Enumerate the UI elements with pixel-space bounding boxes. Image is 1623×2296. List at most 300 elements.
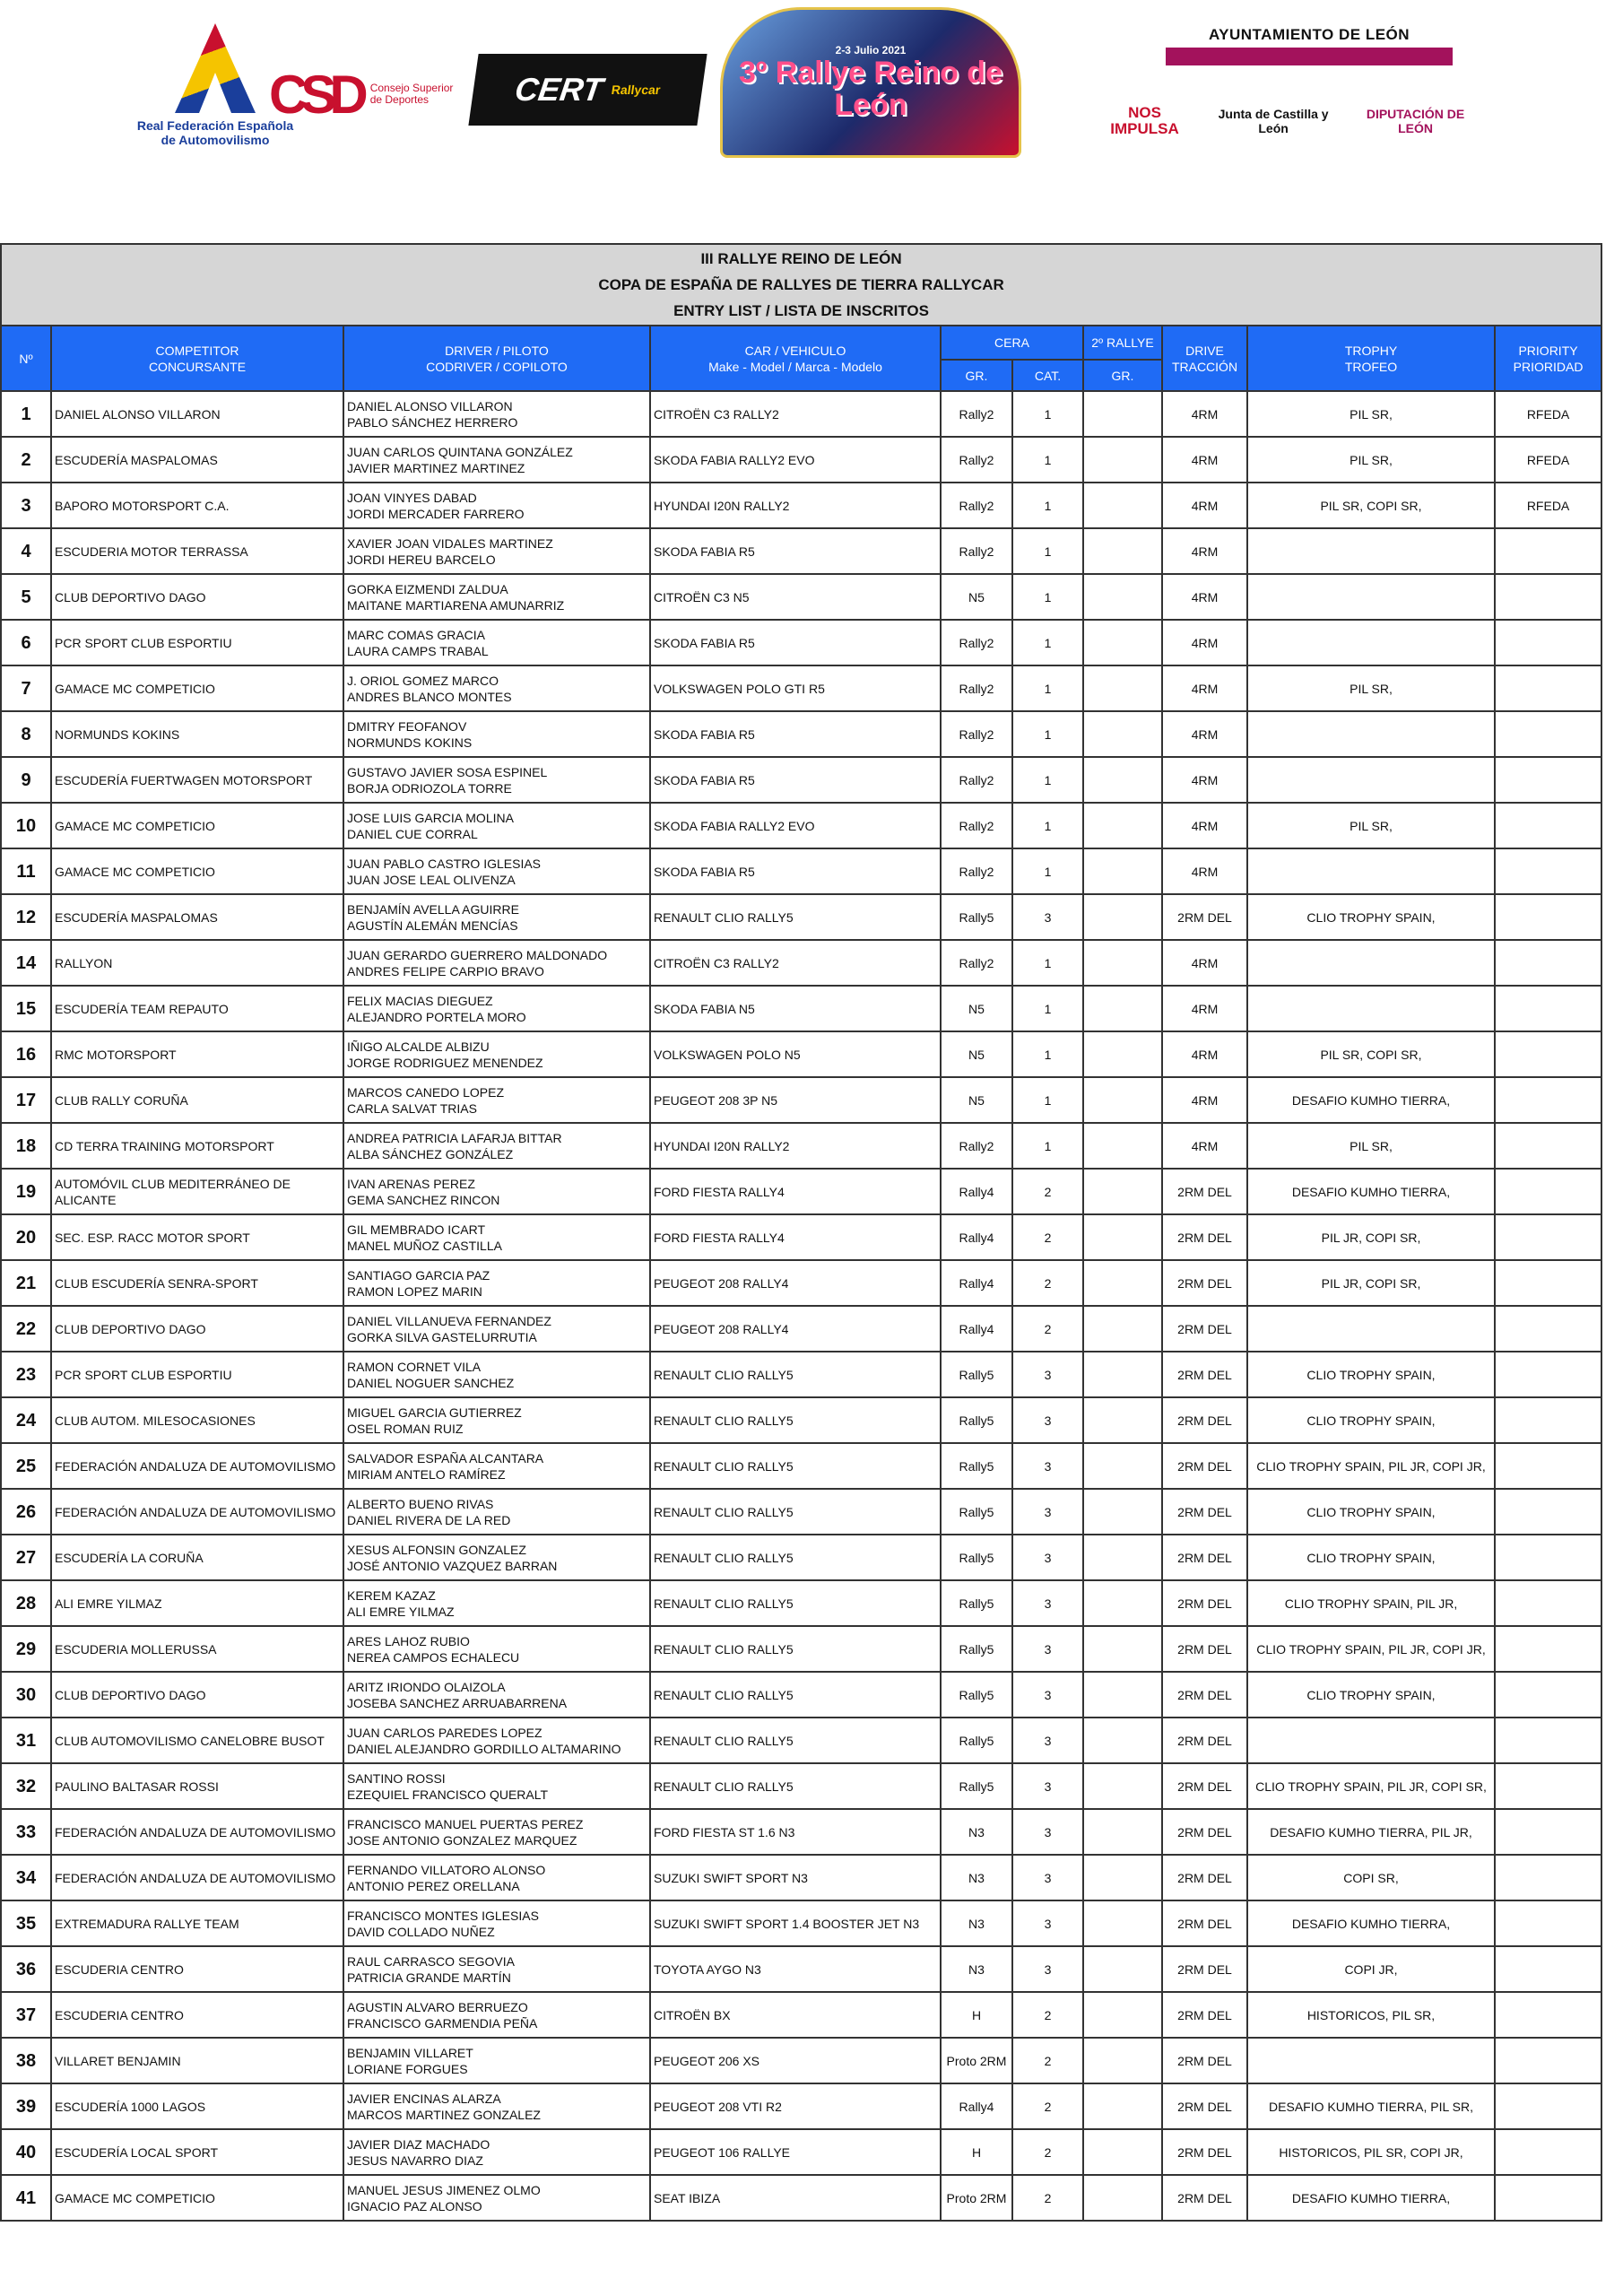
table-row <box>1 2175 1601 2221</box>
driver-codriver <box>343 894 650 940</box>
car: SKODA FABIA R5 <box>650 757 941 803</box>
priority <box>1495 1992 1601 2038</box>
table-row <box>1 620 1601 665</box>
competitor: CLUB RALLY CORUÑA <box>51 1077 343 1123</box>
rallye2-group <box>1083 1214 1162 1260</box>
cert-logo-sub: Rallycar <box>610 83 662 97</box>
cera-category: 3 <box>1012 1489 1083 1535</box>
entry-list-table <box>0 243 1602 2222</box>
car: RENAULT CLIO RALLY5 <box>650 1443 941 1489</box>
entry-number: 20 <box>1 1214 51 1260</box>
priority <box>1495 1535 1601 1580</box>
driver-codriver <box>343 1169 650 1214</box>
entry-number: 15 <box>1 986 51 1031</box>
codriver: JOSEBA SANCHEZ ARRUABARRENA <box>347 1695 568 1710</box>
rallye2-group <box>1083 1443 1162 1489</box>
rallye2-group <box>1083 1260 1162 1306</box>
drive: 2RM DEL <box>1162 2083 1247 2129</box>
driver: ARITZ IRIONDO OLAIZOLA <box>347 1679 506 1694</box>
codriver: NEREA CAMPOS ECHALECU <box>347 1649 520 1665</box>
entry-number: 1 <box>1 391 51 437</box>
driver: JOSE LUIS GARCIA MOLINA <box>347 810 514 825</box>
trophy <box>1247 1718 1495 1763</box>
drive: 2RM DEL <box>1162 1397 1247 1443</box>
cera-group: Proto 2RM <box>941 2038 1012 2083</box>
entry-number: 29 <box>1 1626 51 1672</box>
trophy: PIL JR, COPI SR, <box>1247 1260 1495 1306</box>
driver: JAVIER DIAZ MACHADO <box>347 2136 490 2152</box>
trophy: CLIO TROPHY SPAIN, PIL JR, COPI SR, <box>1247 1763 1495 1809</box>
competitor: CLUB AUTOM. MILESOCASIONES <box>51 1397 343 1443</box>
cera-group: Rally5 <box>941 1763 1012 1809</box>
codriver: DAVID COLLADO NUÑEZ <box>347 1924 495 1939</box>
drive: 2RM DEL <box>1162 1626 1247 1672</box>
driver-codriver <box>343 848 650 894</box>
driver: FRANCISCO MONTES IGLESIAS <box>347 1908 539 1923</box>
competitor: EXTREMADURA RALLYE TEAM <box>51 1900 343 1946</box>
rfea-logo-text: Real Federación Española de Automovilismo <box>136 118 294 147</box>
car: HYUNDAI I20N RALLY2 <box>650 483 941 528</box>
codriver: JAVIER MARTINEZ MARTINEZ <box>347 460 525 475</box>
regional-logos <box>1098 90 1475 152</box>
drive: 4RM <box>1162 757 1247 803</box>
table-row <box>1 1214 1601 1260</box>
table-row <box>1 1397 1601 1443</box>
cera-group: Rally2 <box>941 665 1012 711</box>
ayuntamiento-leon-logo <box>1166 5 1453 86</box>
driver: JOAN VINYES DABAD <box>347 490 477 505</box>
competitor: ESCUDERÍA MASPALOMAS <box>51 894 343 940</box>
codriver: JORDI HEREU BARCELO <box>347 552 496 567</box>
entry-number: 38 <box>1 2038 51 2083</box>
table-row <box>1 1718 1601 1763</box>
trophy: DESAFIO KUMHO TIERRA, PIL SR, <box>1247 2083 1495 2129</box>
cera-category: 3 <box>1012 1809 1083 1855</box>
table-row <box>1 528 1601 574</box>
driver: IVAN ARENAS PEREZ <box>347 1176 475 1191</box>
trophy: CLIO TROPHY SPAIN, PIL JR, <box>1247 1580 1495 1626</box>
trophy <box>1247 1306 1495 1352</box>
car: RENAULT CLIO RALLY5 <box>650 1489 941 1535</box>
cera-group: N5 <box>941 986 1012 1031</box>
cera-group: N5 <box>941 574 1012 620</box>
trophy: CLIO TROPHY SPAIN, <box>1247 1397 1495 1443</box>
priority: RFEDA <box>1495 483 1601 528</box>
car: HYUNDAI I20N RALLY2 <box>650 1123 941 1169</box>
title-line-3: ENTRY LIST / LISTA DE INSCRITOS <box>673 302 929 319</box>
car: SEAT IBIZA <box>650 2175 941 2221</box>
table-row <box>1 1855 1601 1900</box>
cera-group: N3 <box>941 1900 1012 1946</box>
entry-number: 34 <box>1 1855 51 1900</box>
codriver: MARCOS MARTINEZ GONZALEZ <box>347 2107 541 2122</box>
cera-group: Rally2 <box>941 528 1012 574</box>
header-codriver-text: CODRIVER / COPILOTO <box>426 359 568 374</box>
drive: 4RM <box>1162 711 1247 757</box>
cera-group: Rally2 <box>941 803 1012 848</box>
rallye2-group <box>1083 1077 1162 1123</box>
drive: 2RM DEL <box>1162 1352 1247 1397</box>
csd-emblem: CSD <box>269 64 361 125</box>
driver-codriver <box>343 986 650 1031</box>
rallye2-group <box>1083 574 1162 620</box>
entry-number: 33 <box>1 1809 51 1855</box>
driver-codriver <box>343 620 650 665</box>
codriver: MIRIAM ANTELO RAMÍREZ <box>347 1466 506 1482</box>
priority <box>1495 757 1601 803</box>
car: CITROËN C3 RALLY2 <box>650 391 941 437</box>
competitor: FEDERACIÓN ANDALUZA DE AUTOMOVILISMO <box>51 1443 343 1489</box>
entry-number: 31 <box>1 1718 51 1763</box>
codriver: PATRICIA GRANDE MARTÍN <box>347 1970 511 1985</box>
driver: XESUS ALFONSIN GONZALEZ <box>347 1542 526 1557</box>
drive: 4RM <box>1162 848 1247 894</box>
driver: AGUSTIN ALVARO BERRUEZO <box>347 1999 528 2014</box>
car: RENAULT CLIO RALLY5 <box>650 1580 941 1626</box>
rally-plate-title: 3º Rallye Reino de León <box>739 56 1002 122</box>
codriver: MANEL MUÑOZ CASTILLA <box>347 1238 502 1253</box>
cera-group: N3 <box>941 1946 1012 1992</box>
car: PEUGEOT 208 3P N5 <box>650 1077 941 1123</box>
header-car-text: CAR / VEHICULO <box>744 343 846 358</box>
car: SKODA FABIA RALLY2 EVO <box>650 803 941 848</box>
cera-category: 3 <box>1012 1718 1083 1763</box>
table-title <box>1 244 1601 326</box>
entry-number: 39 <box>1 2083 51 2129</box>
driver: GIL MEMBRADO ICART <box>347 1222 486 1237</box>
cera-category: 2 <box>1012 1169 1083 1214</box>
drive: 2RM DEL <box>1162 1672 1247 1718</box>
driver: BENJAMIN VILLARET <box>347 2045 473 2060</box>
competitor: FEDERACIÓN ANDALUZA DE AUTOMOVILISMO <box>51 1489 343 1535</box>
cera-group: Rally2 <box>941 711 1012 757</box>
cera-category: 3 <box>1012 1763 1083 1809</box>
priority <box>1495 940 1601 986</box>
cera-category: 1 <box>1012 986 1083 1031</box>
driver-codriver <box>343 1260 650 1306</box>
driver-codriver <box>343 574 650 620</box>
cera-category: 1 <box>1012 848 1083 894</box>
driver-codriver <box>343 1809 650 1855</box>
driver-codriver <box>343 528 650 574</box>
cera-category: 1 <box>1012 528 1083 574</box>
table-row <box>1 848 1601 894</box>
driver-codriver <box>343 1626 650 1672</box>
competitor: ESCUDERIA MOLLERUSSA <box>51 1626 343 1672</box>
trophy <box>1247 620 1495 665</box>
entry-number: 3 <box>1 483 51 528</box>
rallye2-group <box>1083 437 1162 483</box>
competitor: PCR SPORT CLUB ESPORTIU <box>51 1352 343 1397</box>
cera-group: Rally2 <box>941 1123 1012 1169</box>
cera-group: Rally5 <box>941 1397 1012 1443</box>
cera-category: 2 <box>1012 2129 1083 2175</box>
car: RENAULT CLIO RALLY5 <box>650 1626 941 1672</box>
cera-group: Rally4 <box>941 1306 1012 1352</box>
priority <box>1495 1352 1601 1397</box>
priority <box>1495 1489 1601 1535</box>
trophy: PIL SR, <box>1247 665 1495 711</box>
priority <box>1495 2175 1601 2221</box>
table-row <box>1 803 1601 848</box>
table-row <box>1 986 1601 1031</box>
cera-category: 1 <box>1012 665 1083 711</box>
car: RENAULT CLIO RALLY5 <box>650 1352 941 1397</box>
rallye2-group <box>1083 620 1162 665</box>
trophy: PIL SR, <box>1247 1123 1495 1169</box>
entry-number: 36 <box>1 1946 51 1992</box>
entry-number: 17 <box>1 1077 51 1123</box>
competitor: ESCUDERÍA TEAM REPAUTO <box>51 986 343 1031</box>
trophy: CLIO TROPHY SPAIN, <box>1247 1352 1495 1397</box>
driver: FRANCISCO MANUEL PUERTAS PEREZ <box>347 1816 584 1831</box>
drive: 4RM <box>1162 391 1247 437</box>
codriver: ALEJANDRO PORTELA MORO <box>347 1009 526 1024</box>
competitor: CLUB ESCUDERÍA SENRA-SPORT <box>51 1260 343 1306</box>
drive: 2RM DEL <box>1162 1763 1247 1809</box>
priority <box>1495 711 1601 757</box>
trophy: CLIO TROPHY SPAIN, <box>1247 1535 1495 1580</box>
entry-number: 22 <box>1 1306 51 1352</box>
car: RENAULT CLIO RALLY5 <box>650 1397 941 1443</box>
priority: RFEDA <box>1495 391 1601 437</box>
rallye2-group <box>1083 1809 1162 1855</box>
driver: DANIEL VILLANUEVA FERNANDEZ <box>347 1313 551 1328</box>
cera-category: 1 <box>1012 437 1083 483</box>
drive: 2RM DEL <box>1162 1214 1247 1260</box>
competitor: ESCUDERIA CENTRO <box>51 1992 343 2038</box>
table-row <box>1 1260 1601 1306</box>
entry-number: 35 <box>1 1900 51 1946</box>
driver-codriver <box>343 2129 650 2175</box>
drive: 2RM DEL <box>1162 1900 1247 1946</box>
entry-number: 25 <box>1 1443 51 1489</box>
rallye2-group <box>1083 1169 1162 1214</box>
competitor: CD TERRA TRAINING MOTORSPORT <box>51 1123 343 1169</box>
priority <box>1495 1031 1601 1077</box>
header-driver <box>343 326 650 391</box>
driver-codriver <box>343 1718 650 1763</box>
cera-category: 3 <box>1012 1626 1083 1672</box>
codriver: ANDRES BLANCO MONTES <box>347 689 512 704</box>
codriver: LORIANE FORGUES <box>347 2061 468 2076</box>
driver-codriver <box>343 1031 650 1077</box>
header-drive <box>1162 326 1247 391</box>
rallye2-group <box>1083 665 1162 711</box>
entry-number: 23 <box>1 1352 51 1397</box>
priority <box>1495 1580 1601 1626</box>
driver-codriver <box>343 1489 650 1535</box>
rallye2-group <box>1083 803 1162 848</box>
ayuntamiento-text: AYUNTAMIENTO DE LEÓN <box>1208 26 1410 43</box>
codriver: DANIEL CUE CORRAL <box>347 826 478 841</box>
table-row <box>1 1443 1601 1489</box>
priority <box>1495 1763 1601 1809</box>
title-line-2: COPA DE ESPAÑA DE RALLYES DE TIERRA RALLYCAR <box>598 276 1004 293</box>
priority <box>1495 1306 1601 1352</box>
table-row <box>1 1763 1601 1809</box>
cera-category: 2 <box>1012 1260 1083 1306</box>
competitor: GAMACE MC COMPETICIO <box>51 848 343 894</box>
cera-group: Rally5 <box>941 1672 1012 1718</box>
priority <box>1495 803 1601 848</box>
competitor: ESCUDERIA MOTOR TERRASSA <box>51 528 343 574</box>
table-row <box>1 1123 1601 1169</box>
car: FORD FIESTA ST 1.6 N3 <box>650 1809 941 1855</box>
driver: ALBERTO BUENO RIVAS <box>347 1496 494 1511</box>
driver-codriver <box>343 1763 650 1809</box>
entry-number: 6 <box>1 620 51 665</box>
trophy <box>1247 711 1495 757</box>
competitor: SEC. ESP. RACC MOTOR SPORT <box>51 1214 343 1260</box>
table-row <box>1 1900 1601 1946</box>
cera-category: 3 <box>1012 1352 1083 1397</box>
driver-codriver <box>343 2083 650 2129</box>
entry-number: 18 <box>1 1123 51 1169</box>
drive: 4RM <box>1162 940 1247 986</box>
driver-codriver <box>343 665 650 711</box>
competitor: ALI EMRE YILMAZ <box>51 1580 343 1626</box>
table-row <box>1 1169 1601 1214</box>
cera-group: Rally4 <box>941 1214 1012 1260</box>
trophy: PIL JR, COPI SR, <box>1247 1214 1495 1260</box>
trophy: CLIO TROPHY SPAIN, <box>1247 1672 1495 1718</box>
header-driver-text: DRIVER / PILOTO <box>445 343 549 358</box>
drive: 2RM DEL <box>1162 2175 1247 2221</box>
header-drive-es: TRACCIÓN <box>1171 359 1238 374</box>
codriver: ALBA SÁNCHEZ GONZÁLEZ <box>347 1146 514 1161</box>
header-rallye2-gr: GR. <box>1083 360 1162 391</box>
cera-category: 3 <box>1012 1900 1083 1946</box>
rallye2-group <box>1083 2083 1162 2129</box>
trophy <box>1247 940 1495 986</box>
cera-group: Rally5 <box>941 1626 1012 1672</box>
codriver: OSEL ROMAN RUIZ <box>347 1421 464 1436</box>
driver-codriver <box>343 1077 650 1123</box>
driver-codriver <box>343 1580 650 1626</box>
cera-category: 3 <box>1012 1946 1083 1992</box>
car: TOYOTA AYGO N3 <box>650 1946 941 1992</box>
drive: 4RM <box>1162 986 1247 1031</box>
cera-group: Rally5 <box>941 1443 1012 1489</box>
priority <box>1495 1900 1601 1946</box>
car: PEUGEOT 208 VTI R2 <box>650 2083 941 2129</box>
driver-codriver <box>343 391 650 437</box>
trophy: DESAFIO KUMHO TIERRA, <box>1247 1900 1495 1946</box>
competitor: VILLARET BENJAMIN <box>51 2038 343 2083</box>
codriver: JOSÉ ANTONIO VAZQUEZ BARRAN <box>347 1558 558 1573</box>
drive: 2RM DEL <box>1162 1535 1247 1580</box>
cera-category: 2 <box>1012 1992 1083 2038</box>
driver: DMITRY FEOFANOV <box>347 718 467 734</box>
entry-number: 7 <box>1 665 51 711</box>
header-trophy-en: TROPHY <box>1344 343 1398 358</box>
priority <box>1495 620 1601 665</box>
table-row <box>1 1672 1601 1718</box>
codriver: JORDI MERCADER FARRERO <box>347 506 525 521</box>
rallye2-group <box>1083 1992 1162 2038</box>
drive: 4RM <box>1162 483 1247 528</box>
competitor: DANIEL ALONSO VILLARON <box>51 391 343 437</box>
header-car <box>650 326 941 391</box>
table-row <box>1 574 1601 620</box>
priority <box>1495 1260 1601 1306</box>
entry-number: 19 <box>1 1169 51 1214</box>
codriver: JORGE RODRIGUEZ MENENDEZ <box>347 1055 543 1070</box>
table-row <box>1 894 1601 940</box>
trophy: DESAFIO KUMHO TIERRA, PIL JR, <box>1247 1809 1495 1855</box>
table-row <box>1 2129 1601 2175</box>
table-row <box>1 665 1601 711</box>
table-row <box>1 1489 1601 1535</box>
codriver: PABLO SÁNCHEZ HERRERO <box>347 414 518 430</box>
codriver: AGUSTÍN ALEMÁN MENCÍAS <box>347 918 518 933</box>
rallye2-group <box>1083 2038 1162 2083</box>
driver: JAVIER ENCINAS ALARZA <box>347 2091 501 2106</box>
entry-number: 21 <box>1 1260 51 1306</box>
driver: XAVIER JOAN VIDALES MARTINEZ <box>347 535 553 551</box>
cera-group: Rally2 <box>941 483 1012 528</box>
driver: JUAN CARLOS PAREDES LOPEZ <box>347 1725 542 1740</box>
driver: MIGUEL GARCIA GUTIERREZ <box>347 1405 522 1420</box>
codriver: BORJA ODRIOZOLA TORRE <box>347 780 512 796</box>
drive: 4RM <box>1162 665 1247 711</box>
trophy: CLIO TROPHY SPAIN, <box>1247 1489 1495 1535</box>
cera-group: Rally2 <box>941 391 1012 437</box>
driver-codriver <box>343 2175 650 2221</box>
driver: J. ORIOL GOMEZ MARCO <box>347 673 499 688</box>
cera-group: N5 <box>941 1031 1012 1077</box>
table-row <box>1 483 1601 528</box>
trophy <box>1247 757 1495 803</box>
drive: 2RM DEL <box>1162 1443 1247 1489</box>
table-row <box>1 391 1601 437</box>
header-priority <box>1495 326 1601 391</box>
priority <box>1495 2083 1601 2129</box>
junta-cyl-logo: Junta de Castilla y León <box>1218 107 1329 135</box>
cera-category: 3 <box>1012 1855 1083 1900</box>
table-row <box>1 1946 1601 1992</box>
driver-codriver <box>343 757 650 803</box>
cert-logo <box>468 54 707 126</box>
entry-number: 2 <box>1 437 51 483</box>
priority <box>1495 2038 1601 2083</box>
priority <box>1495 665 1601 711</box>
drive: 4RM <box>1162 620 1247 665</box>
trophy <box>1247 848 1495 894</box>
driver-codriver <box>343 803 650 848</box>
competitor: ESCUDERIA CENTRO <box>51 1946 343 1992</box>
table-row <box>1 757 1601 803</box>
cera-category: 1 <box>1012 940 1083 986</box>
cera-category: 1 <box>1012 1123 1083 1169</box>
trophy: COPI JR, <box>1247 1946 1495 1992</box>
car: SKODA FABIA R5 <box>650 528 941 574</box>
header-no: Nº <box>1 326 51 391</box>
rallye2-group <box>1083 986 1162 1031</box>
codriver: IGNACIO PAZ ALONSO <box>347 2198 482 2213</box>
priority <box>1495 848 1601 894</box>
cera-category: 1 <box>1012 757 1083 803</box>
rallye2-group <box>1083 1855 1162 1900</box>
priority <box>1495 574 1601 620</box>
trophy: DESAFIO KUMHO TIERRA, <box>1247 2175 1495 2221</box>
cera-category: 1 <box>1012 391 1083 437</box>
car: CITROËN C3 RALLY2 <box>650 940 941 986</box>
driver-codriver <box>343 1352 650 1397</box>
cera-category: 1 <box>1012 711 1083 757</box>
header-competitor-en: COMPETITOR <box>155 343 239 358</box>
